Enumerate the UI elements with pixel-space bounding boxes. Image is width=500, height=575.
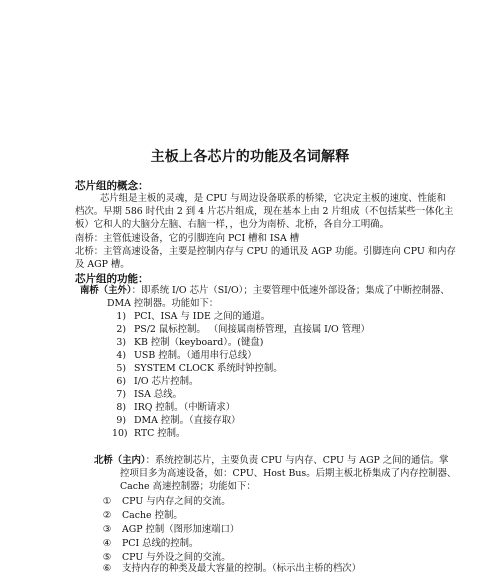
north-bridge-text: ：系统控制芯片，主要负责 CPU 与内存、CPU 与 AGP 之间的通信。掌 <box>145 455 449 466</box>
list-item: ③ AGP 控制（图形加速端口） <box>102 524 240 535</box>
south-bridge-summary: 南桥：主管低速设备，它的引脚连向 PCI 槽和 ISA 槽 <box>75 233 300 244</box>
south-bridge-description <box>80 285 450 297</box>
list-item: 8) IRQ 控制。（中断请求） <box>116 402 236 413</box>
list-item: ⑥ 支持内存的种类及最大容量的控制。（标示出主桥的档次） <box>102 563 362 574</box>
list-item: 2) PS/2 鼠标控制。 （间接属南桥管理，直接属 I/O 管理） <box>116 324 370 335</box>
north-bridge-description <box>94 455 448 467</box>
list-item: ① CPU 与内存之间的交流。 <box>102 496 231 507</box>
list-item: 7) ISA 总线。 <box>116 389 183 400</box>
page-title: 主板上各芯片的功能及名词解释 <box>150 149 350 165</box>
concept-paragraph-line: 档次。早期 586 时代由 2 到 4 片芯片组成，现在基本上由 2 片组成（不包括某些一体化主 <box>75 206 454 217</box>
list-item: 6) I/O 芯片控制。 <box>116 376 199 387</box>
north-bridge-summary: 及 AGP 槽。 <box>75 259 130 270</box>
concept-paragraph-line: 板）它和人的大脑分左脑、右脑一样，，也分为南桥、北桥，各自分工明确。 <box>75 219 390 230</box>
list-item: ② Cache 控制。 <box>102 510 183 521</box>
section-heading-concept: 芯片组的概念： <box>75 180 149 192</box>
section-heading-function: 芯片组的功能： <box>75 273 149 285</box>
north-bridge-description-cont: Cache 高速控制器；功能如下： <box>120 481 256 492</box>
north-bridge-summary: 北桥：主管高速设备，主要是控制内存与 CPU 的通讯及 AGP 功能。引脚连向 CPU 和内存 <box>75 246 456 257</box>
south-bridge-label: 南桥（主外） <box>80 285 132 296</box>
north-bridge-description-cont: 控项目多为高速设备，如：CPU、Host Bus。后期主板北桥集成了内存控制器、 <box>120 468 457 479</box>
concept-paragraph-line: 芯片组是主板的灵魂，是 CPU 与周边设备联系的桥梁，它决定主板的速度、性能和 <box>100 193 446 204</box>
list-item: 10) RTC 控制。 <box>112 428 186 439</box>
list-item: 1) PCI、ISA 与 IDE 之间的通道。 <box>116 311 271 322</box>
list-item: 5) SYSTEM CLOCK 系统时钟控制。 <box>116 363 283 374</box>
south-bridge-description-cont: DMA 控制器。功能如下： <box>107 298 219 309</box>
list-item: 9) DMA 控制。（直接存取） <box>116 415 241 426</box>
list-item: ⑤ CPU 与外设之间的交流。 <box>102 552 231 563</box>
south-bridge-text: ：即系统 I/O 芯片（SI/O）；主要管理中低速外部设备；集成了中断控制器、 <box>131 285 450 296</box>
list-item: 3) KB 控制（keyboard）。(键盘) <box>116 337 264 348</box>
list-item: 4) USB 控制。（通用串行总线） <box>116 350 257 361</box>
list-item: ④ PCI 总线的控制。 <box>102 538 199 549</box>
north-bridge-label: 北桥（主内） <box>94 455 146 466</box>
